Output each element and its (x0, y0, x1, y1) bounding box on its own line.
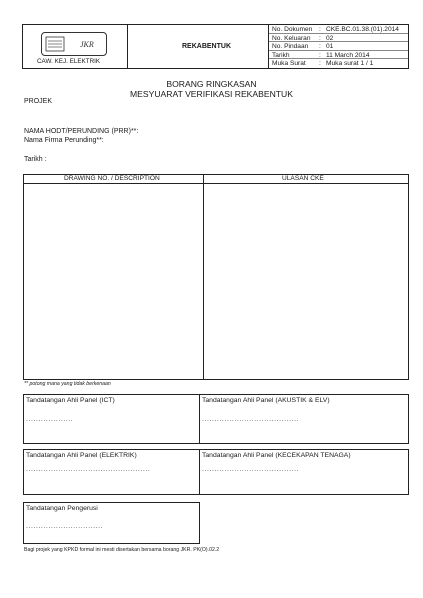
meta-value: 02 (326, 34, 334, 42)
meta-label: Tarikh (272, 51, 290, 59)
form-type: REKABENTUK (182, 43, 231, 50)
signature-label-pengerusi: Tandatangan Pengerusi (26, 505, 98, 512)
column-header-drawing: DRAWING NO. / DESCRIPTION (64, 175, 160, 182)
meta-row (269, 42, 408, 51)
meta-colon: : (319, 51, 321, 59)
document-header (22, 24, 409, 69)
meta-colon: : (319, 34, 321, 42)
meta-value: Muka surat 1 / 1 (326, 60, 374, 68)
svg-text:JKR: JKR (80, 40, 94, 49)
meta-row (269, 59, 408, 68)
signature-dots: ................... (26, 416, 74, 423)
review-table (23, 174, 409, 380)
signature-dots: .................................................. (26, 466, 151, 473)
department-label: CAW. KEJ. ELEKTRIK (37, 58, 101, 65)
form-title-line2: MESYUARAT VERIFIKASI REKABENTUK (130, 89, 293, 99)
hodt-label: NAMA HODT/PERUNDING (PRR)**: (24, 128, 139, 135)
signature-label-akustik: Tandatangan Ahli Panel (AKUSTIK & ELV) (202, 397, 330, 404)
firma-label: Nama Firma Perunding**: (24, 137, 104, 144)
meta-colon: : (319, 60, 321, 68)
signature-label-tenaga: Tandatangan Ahli Panel (KECEKAPAN TENAGA) (202, 452, 351, 459)
signature-label-ict: Tandatangan Ahli Panel (ICT) (26, 397, 115, 404)
jkr-logo-icon (42, 33, 106, 55)
meta-colon: : (319, 26, 321, 33)
header-meta-cell (269, 25, 408, 68)
meta-label: Muka Surat (272, 60, 306, 68)
header-type-cell (128, 25, 269, 68)
table-column-divider (203, 174, 204, 380)
footnote: ** potong mana yang tidak berkenaan (24, 381, 111, 387)
meta-row (269, 51, 408, 60)
meta-value: 11 March 2014 (326, 51, 370, 59)
signature-dots: ....................................... (202, 416, 300, 423)
meta-label: No. Dokumen (272, 26, 313, 33)
tarikh-label: Tarikh : (24, 156, 47, 163)
signature-dots: ............................... (26, 523, 104, 530)
column-header-ulasan: ULASAN CKE (282, 175, 324, 182)
form-title-line1: BORANG RINGKASAN (166, 79, 257, 89)
signature-dots: ....................................... (202, 466, 300, 473)
signature-label-elektrik: Tandatangan Ahli Panel (ELEKTRIK) (26, 452, 137, 459)
meta-value: 01 (326, 43, 334, 51)
header-logo-cell (23, 25, 128, 68)
jkr-logo (41, 32, 107, 56)
meta-value: CKE.BC.01.38.(01).2014 (326, 26, 399, 33)
meta-label: No. Pindaan (272, 43, 309, 51)
table-header-divider (23, 183, 409, 184)
meta-colon: : (319, 43, 321, 51)
projek-label: PROJEK (24, 98, 53, 105)
meta-label: No. Keluaran (272, 34, 311, 42)
meta-row (269, 25, 408, 34)
meta-row (269, 34, 408, 43)
bottom-note: Bagi projek yang KPKD formal ini mesti disertakan bersama borang JKR. PK(O).02.2 (24, 547, 220, 553)
